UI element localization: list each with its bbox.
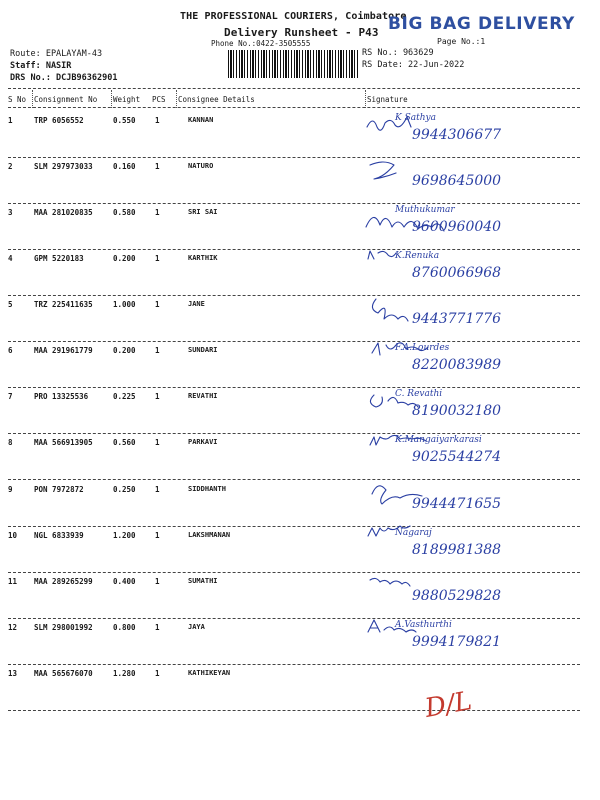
row-sno: 8	[8, 438, 13, 447]
row-weight: 0.560	[113, 438, 136, 447]
row-signature	[362, 662, 582, 704]
signature-phone: 8760066968	[412, 265, 502, 281]
company-title: THE PROFESSIONAL COURIERS, Coimbatore	[180, 11, 407, 22]
row-sno: 9	[8, 485, 13, 494]
route-label: Route: EPALAYAM-43	[10, 49, 103, 59]
row-pcs: 1	[155, 162, 160, 171]
row-consignment-no: PRO 13325536	[34, 392, 89, 401]
row-weight: 0.580	[113, 208, 136, 217]
row-sno: 2	[8, 162, 13, 171]
row-sno: 6	[8, 346, 13, 355]
rs-number: RS No.: 963629	[362, 48, 434, 58]
col-consignee: Consignee Details	[178, 95, 255, 104]
row-weight: 0.160	[113, 162, 136, 171]
row-pcs: 1	[155, 346, 160, 355]
row-consignee: PARKAVI	[188, 438, 218, 446]
page-number: Page No.:1	[437, 37, 486, 46]
row-consignment-no: MAA 291961779	[34, 346, 93, 355]
col-signature: Signature	[367, 95, 408, 104]
row-pcs: 1	[155, 116, 160, 125]
row-weight: 0.200	[113, 346, 136, 355]
header-rule-bottom	[8, 107, 580, 108]
signature-phone: 9698645000	[412, 173, 502, 189]
signature-phone: 9600960040	[412, 219, 502, 235]
col-divider	[32, 90, 33, 108]
signature-stroke	[370, 578, 410, 586]
barcode-image	[228, 50, 358, 78]
row-consignee: SUNDARI	[188, 346, 218, 354]
signature-phone: 9994179821	[412, 634, 502, 650]
signature-phone: 8190032180	[412, 403, 502, 419]
row-weight: 0.250	[113, 485, 136, 494]
row-consignment-no: MAA 566913905	[34, 438, 93, 447]
row-sno: 10	[8, 531, 18, 540]
col-divider	[111, 90, 112, 108]
row-consignee: JAYA	[188, 623, 205, 631]
row-rule	[8, 710, 580, 711]
col-sno: S No	[8, 95, 27, 104]
row-sno: 7	[8, 392, 13, 401]
row-consignee: REVATHI	[188, 392, 218, 400]
row-consignment-no: MAA 289265299	[34, 577, 93, 586]
row-sno: 12	[8, 623, 18, 632]
row-consignment-no: MAA 281020835	[34, 208, 93, 217]
row-pcs: 1	[155, 669, 160, 678]
dl-annotation: D/L	[422, 686, 475, 724]
signature-stroke	[368, 251, 396, 259]
header-rule-top	[8, 88, 580, 89]
row-weight: 0.400	[113, 577, 136, 586]
row-consignee: JANE	[188, 300, 205, 308]
signature-name: F.A.Lourdes	[395, 343, 450, 353]
row-weight: 0.800	[113, 623, 136, 632]
row-consignment-no: TRP 6056552	[34, 116, 84, 125]
row-consignee: NATURO	[188, 162, 214, 170]
signature-name: K Sathya	[395, 113, 436, 123]
row-consignee: KARTHIK	[188, 254, 218, 262]
row-weight: 0.550	[113, 116, 136, 125]
row-pcs: 1	[155, 300, 160, 309]
row-weight: 1.200	[113, 531, 136, 540]
big-bag-delivery-stamp: BIG BAG DELIVERY	[388, 14, 575, 34]
signature-phone: 9443771776	[412, 311, 502, 327]
row-pcs: 1	[155, 577, 160, 586]
row-weight: 0.225	[113, 392, 136, 401]
drs-number: DRS No.: DCJB96362901	[10, 73, 118, 83]
row-pcs: 1	[155, 623, 160, 632]
signature-name: C. Revathi	[395, 389, 443, 399]
rs-date: RS Date: 22-Jun-2022	[362, 60, 465, 70]
signature-phone: 9944306677	[412, 127, 502, 143]
runsheet-title: Delivery Runsheet - P43	[224, 26, 379, 39]
row-pcs: 1	[155, 254, 160, 263]
row-pcs: 1	[155, 531, 160, 540]
signature-phone: 9025544274	[412, 449, 502, 465]
row-consignment-no: SLM 297973033	[34, 162, 93, 171]
signature-phone: 9944471655	[412, 496, 502, 512]
row-sno: 5	[8, 300, 13, 309]
signature-name: Nagaraj	[395, 528, 432, 538]
row-consignee: LAKSHMANAN	[188, 531, 231, 539]
row-consignee: SIDDHANTH	[188, 485, 226, 493]
row-consignee: SUMATHI	[188, 577, 218, 585]
row-consignee: SRI SAI	[188, 208, 218, 216]
row-pcs: 1	[155, 438, 160, 447]
row-consignee: KANNAN	[188, 116, 214, 124]
row-consignment-no: TRZ 225411635	[34, 300, 93, 309]
phone-number: Phone No.:0422-3505555	[211, 39, 311, 48]
row-sno: 4	[8, 254, 13, 263]
row-pcs: 1	[155, 208, 160, 217]
signature-stroke	[370, 162, 396, 179]
col-consignment: Consignment No	[34, 95, 98, 104]
col-pcs: PCS	[152, 95, 166, 104]
signature-phone: 8189981388	[412, 542, 502, 558]
row-weight: 1.280	[113, 669, 136, 678]
col-divider	[365, 90, 366, 108]
row-pcs: 1	[155, 392, 160, 401]
col-divider	[176, 90, 177, 108]
row-sno: 1	[8, 116, 13, 125]
signature-phone: 8220083989	[412, 357, 502, 373]
signature-name: A.Vasthurthi	[395, 620, 452, 630]
col-weight: Weight	[113, 95, 141, 104]
row-consignment-no: GPM 5220183	[34, 254, 84, 263]
staff-label: Staff: NASIR	[10, 61, 72, 71]
row-consignee: KATHIKEYAN	[188, 669, 231, 677]
signature-phone: 9880529828	[412, 588, 502, 604]
row-sno: 3	[8, 208, 13, 217]
row-sno: 11	[8, 577, 18, 586]
row-consignment-no: MAA 565676070	[34, 669, 93, 678]
row-consignment-no: NGL 6833939	[34, 531, 84, 540]
signature-name: K.Mangaiyarkarasi	[395, 435, 482, 445]
row-weight: 0.200	[113, 254, 136, 263]
signature-name: Muthukumar	[395, 205, 455, 215]
row-weight: 1.000	[113, 300, 136, 309]
signature-stroke	[372, 299, 408, 321]
row-pcs: 1	[155, 485, 160, 494]
row-sno: 13	[8, 669, 18, 678]
row-consignment-no: SLM 298001992	[34, 623, 93, 632]
row-consignment-no: PON 7972872	[34, 485, 84, 494]
signature-name: K.Renuka	[395, 251, 440, 261]
